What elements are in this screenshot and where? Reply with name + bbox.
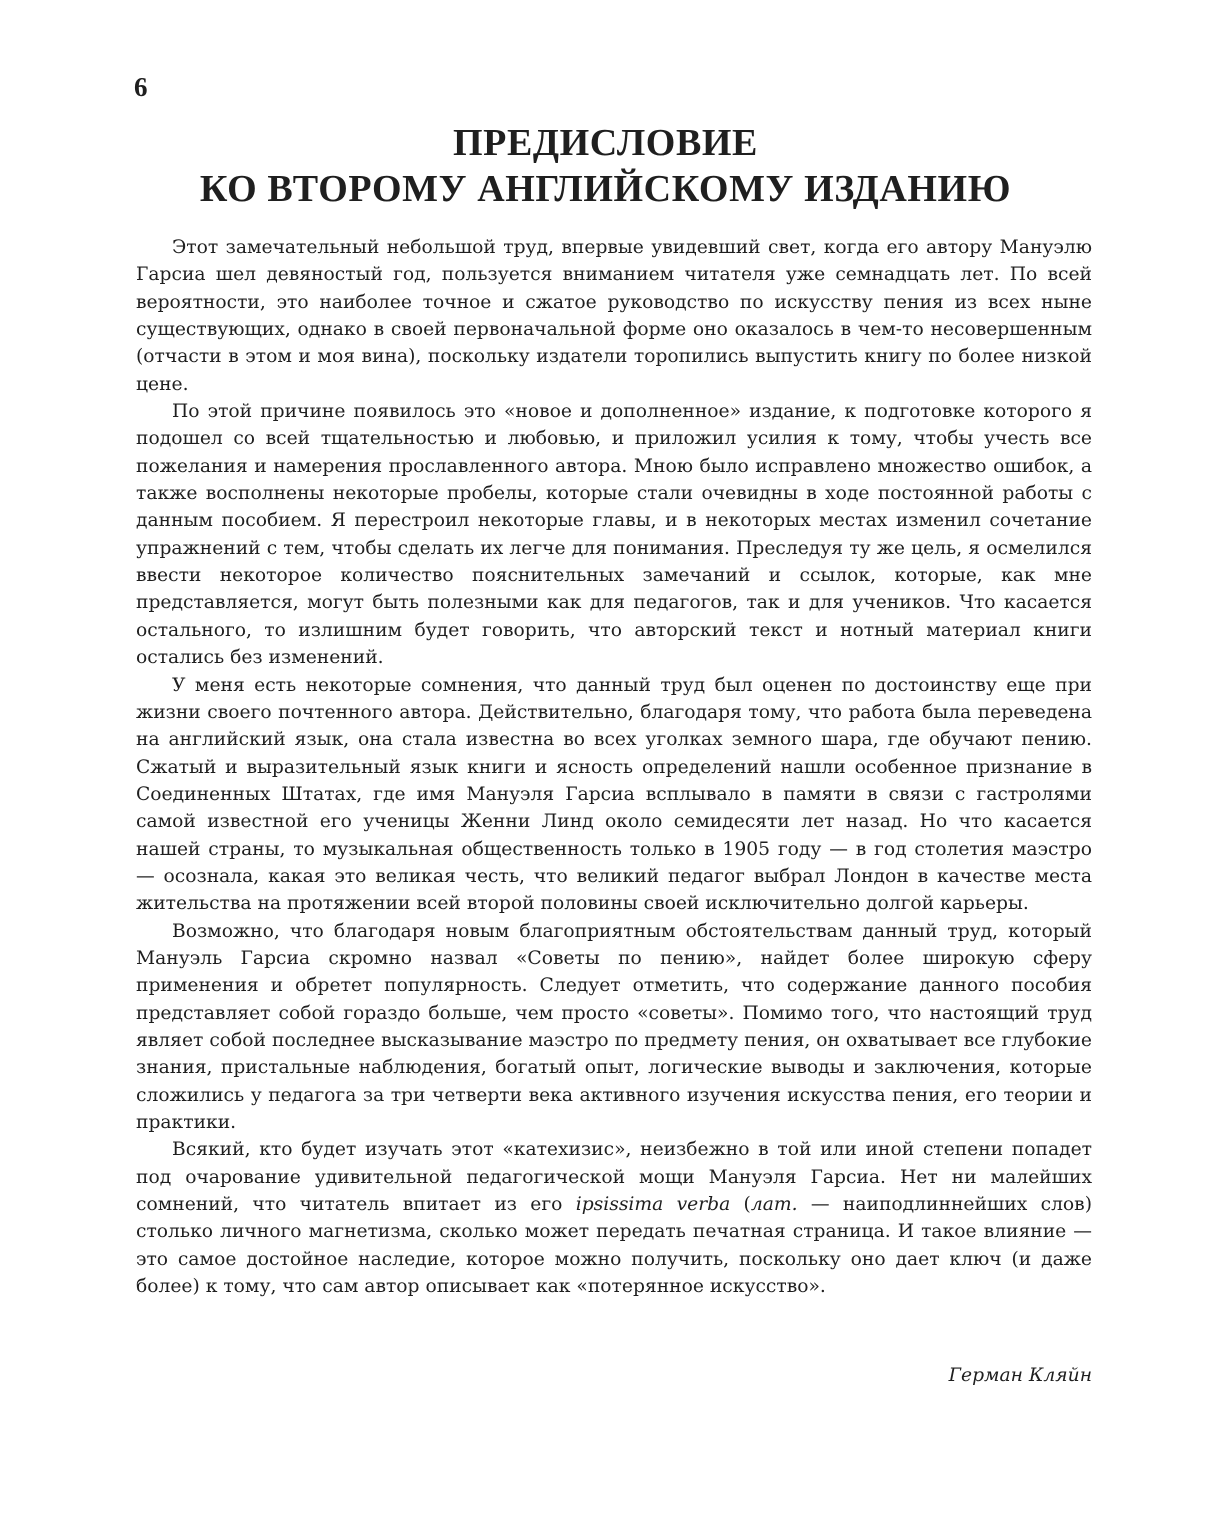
paragraph: Возможно, что благодаря новым благоприятным обстоятельствам данный труд, который Мануэль Гарсиа скромно назвал «Советы по пению», найдет более широкую сферу применения и обретет популярность. Следует отметить, что содержание данного пособия представляет собой гораздо больше, чем просто «советы». Помимо того, что настоящий труд являет собой последнее высказывание маэстро по предмету пения, он охватывает все глубокие знания, пристальные наблюдения, богатый опыт, логические выводы и заключения, которые сложились у педагога за три четверти века активного изучения искусства пения, его теории и практики.: [136, 920, 1092, 1133]
page-title-line-1: ПРЕДИСЛОВИЕ: [452, 122, 759, 164]
paragraph-last: [136, 1136, 1092, 1300]
paragraph: У меня есть некоторые сомнения, что данный труд был оценен по достоинству еще при жизни своего почтенного автора. Действительно, благодаря тому, что работа была переведена на английский язык, она стала известна во всех уголках земного шара, где обучают пению. Сжатый и выразительный язык книги и ясность определений нашли особенное признание в Соединенных Штатах, где имя Мануэля Гарсиа всплывало в памяти в связи с гастролями самой известной его ученицы Женни Линд около семидесяти лет назад. Но что касается нашей страны, то музыкальная общественность только в 1905 году — в год столетия маэстро — осознала, какая это великая честь, что великий педагог выбрал Лондон в качестве места жительства на протяжении всей второй половины своей исключительно долгой карьеры.: [136, 674, 1092, 915]
paragraph-text: — наиподлиннейших слов) столько личного магнетизма, сколько может передать печатная страница. И такое влияние — это самое достойное наследие, которое можно получить, поскольку оно дает ключ (и даже более) к тому, что сам автор описывает как «потерянное искусство».: [136, 1194, 1092, 1298]
page-title: [0, 120, 1211, 212]
paragraph-text: Всякий, кто будет изучать этот «катехизис», неизбежно в той или иной степени попадет под очарование удивительной педагогической мощи Мануэля Гарсиа. Нет ни малейших сомнений, что читатель впитает из его: [136, 1139, 1092, 1216]
author-signature: Герман Кляйн: [948, 1365, 1092, 1386]
page-number: 6: [134, 72, 148, 102]
paragraph: Этот замечательный небольшой труд, впервые увидевший свет, когда его автору Мануэлю Гарсиа шел девяностый год, пользуется вниманием читателя уже семнадцать лет. По всей вероятности, это наиболее точное и сжатое руководство по искусству пения из всех ныне существующих, однако в своей первоначальной форме оно оказалось в чем-то несовершенным (отчасти в этом и моя вина), поскольку издатели торопились выпустить книгу по более низкой цене.: [136, 237, 1092, 395]
abbreviation: лат.: [750, 1194, 798, 1216]
paragraph: По этой причине появилось это «новое и дополненное» издание, к подготовке которого я подошел со всей тщательностью и любовью, и приложил усилия к тому, чтобы учесть все пожелания и намерения прославленного автора. Мною было исправлено множество ошибок, а также восполнены некоторые пробелы, которые стали очевидны в ходе постоянной работы с данным пособием. Я перестроил некоторые главы, и в некоторых местах изменил сочетание упражнений с тем, чтобы сделать их легче для понимания. Преследуя ту же цель, я осмелился ввести некоторое количество пояснительных замечаний и ссылок, которые, как мне представляется, могут быть полезными как для педагогов, так и для учеников. Что касается остального, то излишним будет говорить, что авторский текст и нотный материал книги остались без изменений.: [136, 401, 1092, 669]
page-title-line-2: КО ВТОРОМУ АНГЛИЙСКОМУ ИЗДАНИЮ: [199, 168, 1012, 210]
preface-body: [136, 234, 1092, 1300]
latin-phrase: ipsissima verba: [575, 1194, 731, 1216]
paragraph-text: (: [730, 1194, 751, 1216]
